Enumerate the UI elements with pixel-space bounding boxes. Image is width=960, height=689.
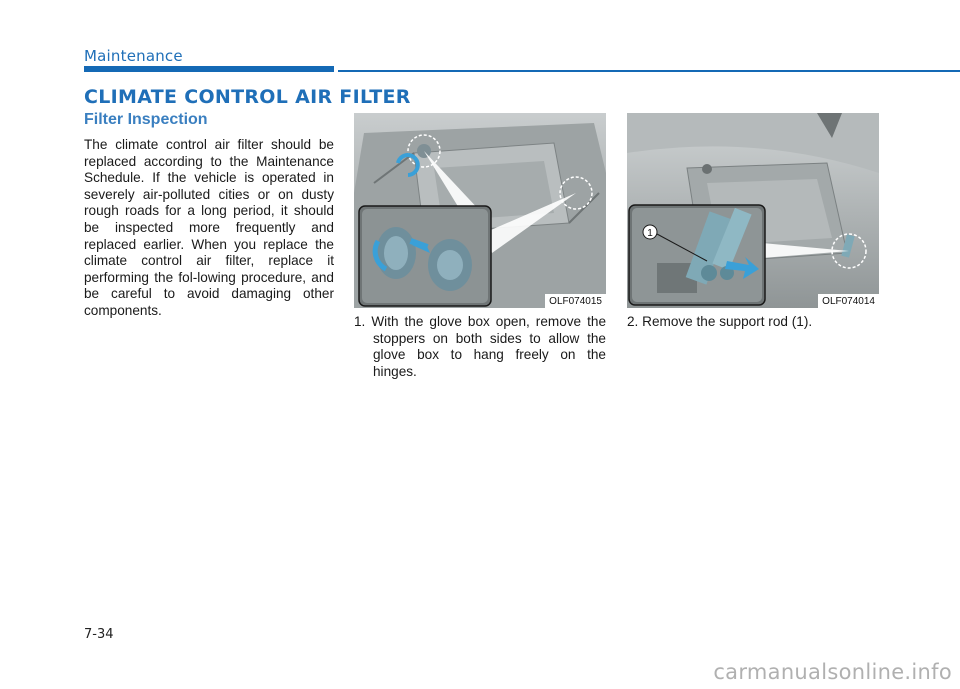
figure-code: OLF074014 [818, 294, 879, 308]
step-body [354, 314, 606, 380]
header-rule-thin [338, 70, 960, 72]
step-number: 1. [354, 314, 366, 329]
step-text: Remove the support rod (1). [642, 314, 813, 329]
step-number: 2. [627, 314, 639, 329]
watermark: carmanualsonline.info [713, 660, 952, 684]
step-2 [627, 314, 879, 331]
step-1 [354, 314, 606, 380]
page-title: CLIMATE CONTROL AIR FILTER [84, 86, 411, 108]
step-text: With the glove box open, remove the stoppers on both sides to allow the glove box to hang freely on the hinges. [371, 314, 607, 379]
figure-code: OLF074015 [545, 294, 606, 308]
stopper-illustration [354, 113, 606, 308]
page-number: 7-34 [84, 627, 114, 642]
sub-title: Filter Inspection [84, 111, 208, 128]
body-paragraph: The climate control air filter should be replaced according to the Maintenance Schedule. If the vehicle is operated in severely air-polluted cities or on dusty rough roads for a long period, it should be inspected more frequently and replaced earlier. When you replace the climate control air filter, replace it performing the fol-lowing procedure, and be careful to avoid damaging other components. [84, 137, 334, 318]
section-label: Maintenance [84, 47, 183, 65]
step-body [627, 314, 879, 331]
figure-stoppers [354, 113, 606, 308]
support-rod-illustration [627, 113, 879, 308]
header-rule-thick [84, 66, 334, 72]
callout-label: 1 [647, 228, 653, 239]
figure-support-rod [627, 113, 879, 308]
